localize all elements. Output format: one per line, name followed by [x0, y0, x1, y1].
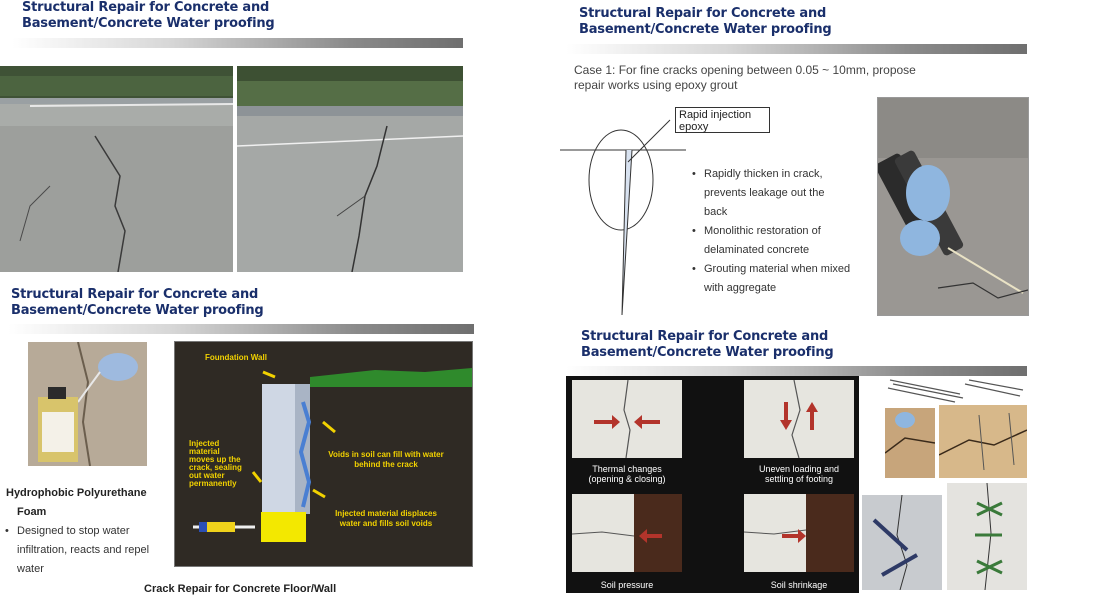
label-line: moves up the	[189, 455, 241, 464]
epoxy-gun-photo	[877, 97, 1029, 316]
pu-foam-benefits-list	[3, 522, 168, 579]
bullet-text: infiltration, reacts and repel	[17, 544, 150, 556]
bullet-text: • Designed to stop water	[17, 525, 130, 537]
product-title	[6, 484, 147, 522]
title-line-1: Structural Repair for Concrete and	[581, 329, 829, 344]
label-line: Injected	[189, 439, 220, 448]
product-title-line-2: Foam	[17, 506, 47, 518]
slide-title-top-left	[22, 0, 275, 32]
bullet-text: water	[17, 563, 44, 575]
road-crack-photo-right	[237, 66, 463, 272]
case-line-2: repair works using epoxy grout	[574, 78, 738, 92]
bullet-text: • Monolithic restoration of	[704, 225, 821, 237]
cause-soil-shrinkage	[744, 494, 854, 591]
title-line-2: Basement/Concrete Water proofing	[22, 16, 275, 31]
bullet-text: delaminated concrete	[704, 244, 810, 256]
uneven-loading-image	[744, 380, 854, 458]
title-line-1: Structural Repair for Concrete and	[11, 287, 259, 302]
label-line: Voids in soil can fill with water	[328, 450, 444, 459]
cause-thermal	[572, 380, 682, 484]
callout-box	[675, 107, 770, 133]
caption-line: Uneven loading and	[758, 464, 840, 474]
cause-caption	[572, 580, 682, 590]
soil-shrinkage-image	[744, 494, 854, 572]
epoxy-injection-image	[878, 98, 1028, 315]
bullet-text: with aggregate	[704, 282, 777, 294]
title-line-1: Structural Repair for Concrete and	[579, 6, 827, 21]
thermal-changes-image	[572, 380, 682, 458]
label-line: material	[189, 447, 220, 456]
label-displaces	[311, 509, 461, 529]
caption-line: Soil shrinkage	[770, 580, 828, 590]
stitching-image	[885, 408, 935, 478]
pu-foam-product-photo	[28, 342, 147, 466]
bullet-item	[690, 165, 875, 222]
road-crack-photo-left	[0, 66, 233, 272]
label-foundation-wall: Foundation Wall	[205, 353, 267, 362]
case-line-1: Case 1: For fine cracks opening between 0.05 ~ 10mm, propose	[574, 63, 916, 77]
cause-caption	[572, 464, 682, 484]
stitching-image-2	[939, 405, 1027, 478]
cause-caption	[744, 580, 854, 590]
title-line-2: Basement/Concrete Water proofing	[11, 303, 264, 318]
stitching-crack-photo-2	[939, 405, 1027, 478]
label-line: out water	[189, 471, 225, 480]
caption-line: settling of footing	[764, 474, 834, 484]
label-voids	[311, 450, 461, 470]
stitching-crack-photo-4	[947, 483, 1027, 590]
bullet-text: • Rapidly thicken in crack,	[704, 168, 823, 180]
bullet-item	[3, 522, 168, 579]
title-bar	[566, 366, 1027, 376]
label-line: Injected material displaces	[335, 509, 437, 518]
pu-foam-cartridge-image	[28, 342, 147, 466]
title-line-1: Structural Repair for Concrete and	[22, 0, 270, 15]
crack-cross-section-diagram	[558, 100, 688, 320]
epoxy-benefits-list	[690, 165, 875, 298]
stitching-image-4	[947, 483, 1027, 590]
bullet-text: • Grouting material when mixed	[704, 263, 851, 275]
label-injected-moves	[189, 440, 242, 488]
road-crack-image-2	[237, 66, 463, 272]
soil-pressure-image	[572, 494, 682, 572]
stitching-crack-photo-1	[885, 408, 935, 478]
label-line: crack, sealing	[189, 463, 242, 472]
title-bar	[566, 44, 1027, 54]
stitching-bars-photo	[885, 376, 1025, 404]
diagram-caption: Crack Repair for Concrete Floor/Wall	[144, 583, 337, 595]
slide-title-top-right	[579, 6, 832, 38]
label-line: permanently	[189, 479, 237, 488]
title-bar	[8, 324, 474, 334]
caption-line: Soil pressure	[600, 580, 654, 590]
bullet-item	[690, 222, 875, 260]
callout-line-2: epoxy	[679, 121, 709, 133]
title-line-2: Basement/Concrete Water proofing	[579, 22, 832, 37]
stitching-crack-photo-3	[862, 495, 942, 590]
road-crack-image	[0, 66, 233, 272]
bullet-text: back	[704, 206, 728, 218]
crack-causes-panel	[566, 376, 859, 593]
cause-caption	[744, 464, 854, 484]
caption-line: (opening & closing)	[588, 474, 666, 484]
slide-title-bottom-right	[581, 329, 834, 361]
product-title-line-1: Hydrophobic Polyurethane	[6, 487, 147, 499]
callout-line-1: Rapid injection	[679, 109, 752, 121]
label-line: water and fills soil voids	[339, 519, 433, 528]
cause-soil-pressure	[572, 494, 682, 591]
label-line: behind the crack	[354, 460, 418, 469]
bullet-item	[690, 260, 875, 298]
cause-uneven-loading	[744, 380, 854, 484]
slide-title-bottom-left	[11, 287, 264, 319]
bullet-text: prevents leakage out the	[704, 187, 825, 199]
foundation-wall-diagram	[174, 341, 473, 567]
title-line-2: Basement/Concrete Water proofing	[581, 345, 834, 360]
stitching-image-3	[862, 495, 942, 590]
title-bar	[12, 38, 463, 48]
case-description	[574, 63, 916, 93]
caption-line: Thermal changes	[592, 464, 662, 474]
